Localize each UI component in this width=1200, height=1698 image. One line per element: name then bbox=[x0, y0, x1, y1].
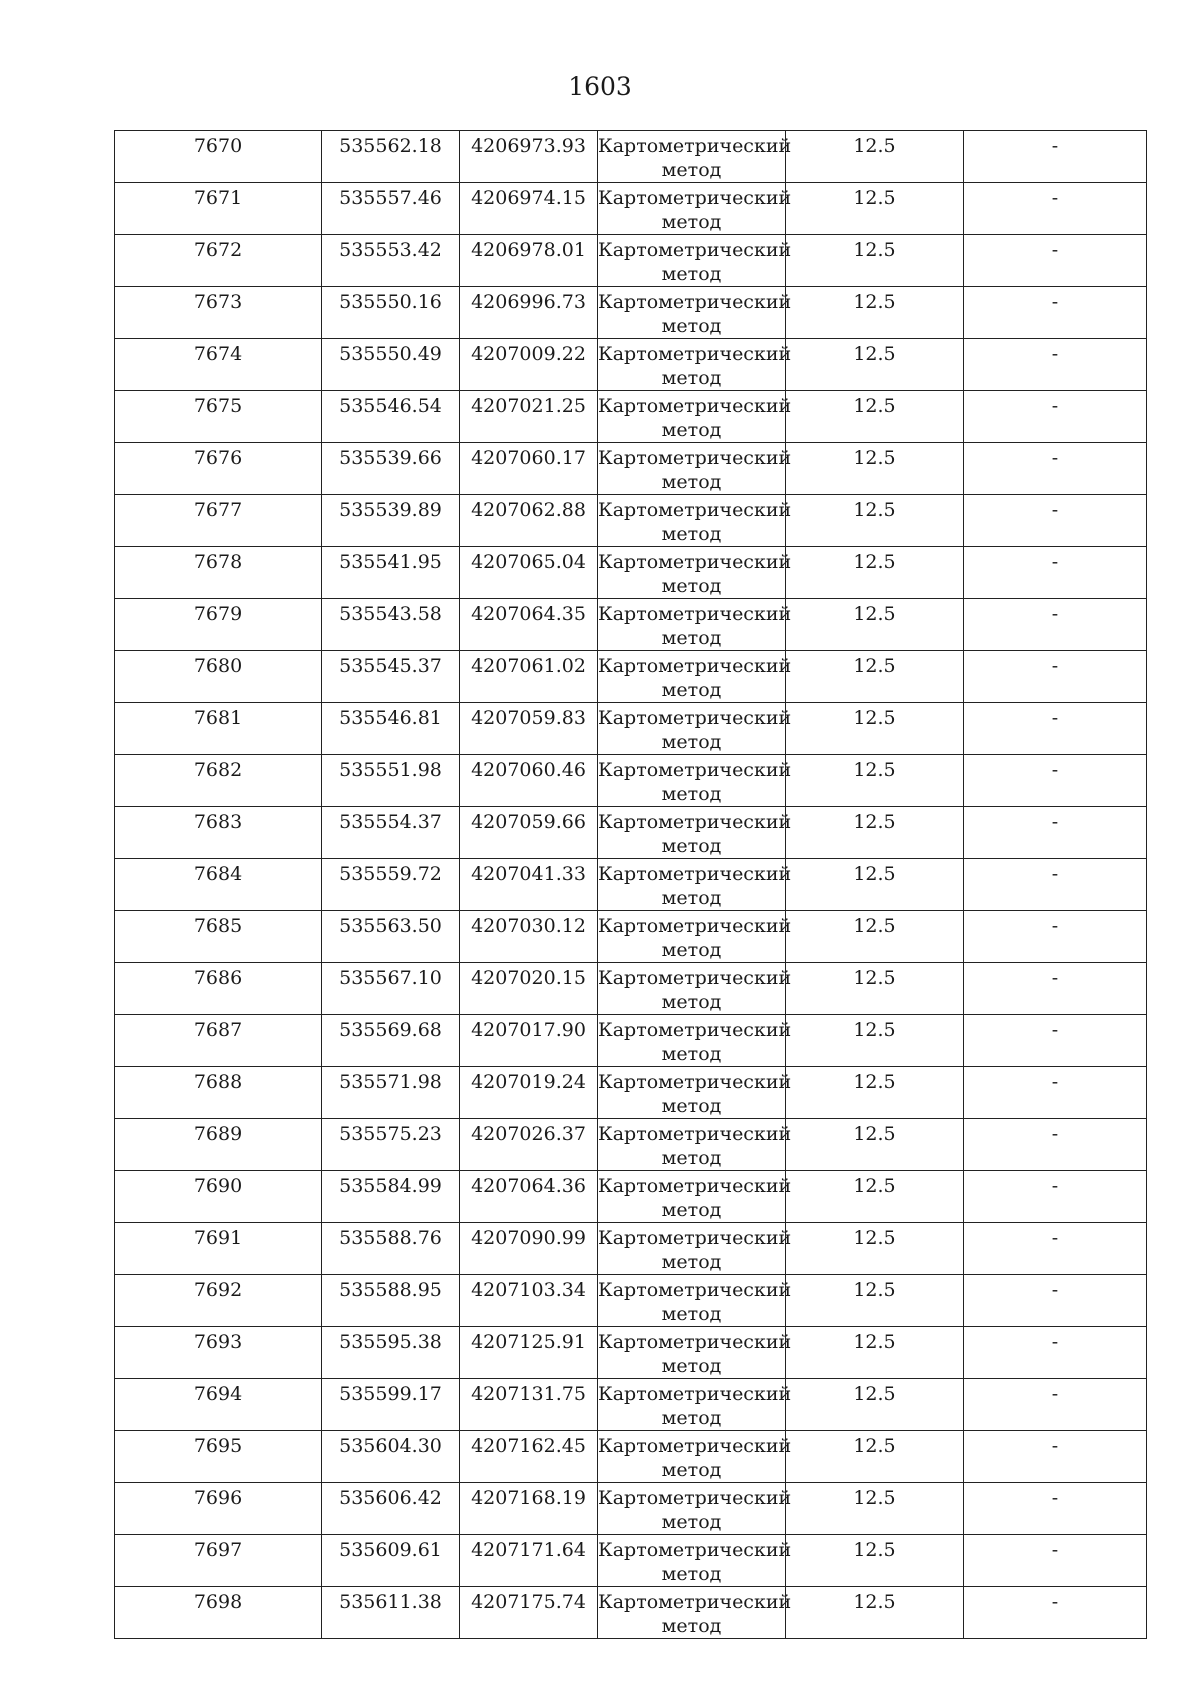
note-cell: - bbox=[964, 1379, 1147, 1431]
accuracy-cell: 12.5 bbox=[786, 1119, 964, 1171]
method-line-2: метод bbox=[661, 731, 722, 753]
y-coordinate-cell: 4207131.75 bbox=[460, 1379, 598, 1431]
y-coordinate-cell: 4207060.46 bbox=[460, 755, 598, 807]
table-row bbox=[115, 807, 1147, 859]
method-line-1: Картометрический bbox=[598, 1279, 792, 1301]
method-cell bbox=[598, 1431, 792, 1483]
accuracy-cell: 12.5 bbox=[786, 235, 964, 287]
note-cell: - bbox=[964, 1067, 1147, 1119]
y-coordinate-cell: 4207062.88 bbox=[460, 495, 598, 547]
method-line-1: Картометрический bbox=[598, 1019, 792, 1041]
method-line-2: метод bbox=[661, 783, 722, 805]
y-coordinate-cell: 4207019.24 bbox=[460, 1067, 598, 1119]
note-cell: - bbox=[964, 547, 1147, 599]
note-cell: - bbox=[964, 1587, 1147, 1639]
method-cell bbox=[598, 495, 792, 547]
x-coordinate-cell: 535604.30 bbox=[322, 1431, 460, 1483]
x-coordinate-cell: 535553.42 bbox=[322, 235, 460, 287]
table-row bbox=[115, 235, 1147, 287]
accuracy-cell: 12.5 bbox=[786, 1327, 964, 1379]
x-coordinate-cell: 535563.50 bbox=[322, 911, 460, 963]
method-line-1: Картометрический bbox=[598, 811, 792, 833]
accuracy-cell: 12.5 bbox=[786, 443, 964, 495]
method-cell bbox=[598, 651, 792, 703]
method-cell bbox=[598, 1171, 792, 1223]
x-coordinate-cell: 535545.37 bbox=[322, 651, 460, 703]
table-row bbox=[115, 599, 1147, 651]
x-coordinate-cell: 535599.17 bbox=[322, 1379, 460, 1431]
point-number-cell: 7683 bbox=[115, 807, 322, 859]
method-line-1: Картометрический bbox=[598, 707, 792, 729]
x-coordinate-cell: 535595.38 bbox=[322, 1327, 460, 1379]
y-coordinate-cell: 4207125.91 bbox=[460, 1327, 598, 1379]
method-line-1: Картометрический bbox=[598, 1331, 792, 1353]
point-number-cell: 7679 bbox=[115, 599, 322, 651]
y-coordinate-cell: 4207017.90 bbox=[460, 1015, 598, 1067]
note-cell: - bbox=[964, 599, 1147, 651]
note-cell: - bbox=[964, 1327, 1147, 1379]
x-coordinate-cell: 535559.72 bbox=[322, 859, 460, 911]
method-line-2: метод bbox=[661, 367, 722, 389]
table-row bbox=[115, 339, 1147, 391]
method-cell bbox=[598, 807, 792, 859]
x-coordinate-cell: 535550.16 bbox=[322, 287, 460, 339]
method-line-2: метод bbox=[661, 627, 722, 649]
x-coordinate-cell: 535569.68 bbox=[322, 1015, 460, 1067]
table-row bbox=[115, 1067, 1147, 1119]
method-line-2: метод bbox=[661, 575, 722, 597]
point-number-cell: 7692 bbox=[115, 1275, 322, 1327]
point-number-cell: 7675 bbox=[115, 391, 322, 443]
point-number-cell: 7696 bbox=[115, 1483, 322, 1535]
method-cell bbox=[598, 443, 792, 495]
y-coordinate-cell: 4207171.64 bbox=[460, 1535, 598, 1587]
method-cell bbox=[598, 599, 792, 651]
method-line-2: метод bbox=[661, 1251, 722, 1273]
point-number-cell: 7680 bbox=[115, 651, 322, 703]
table-row bbox=[115, 131, 1147, 183]
note-cell: - bbox=[964, 1171, 1147, 1223]
note-cell: - bbox=[964, 443, 1147, 495]
point-number-cell: 7672 bbox=[115, 235, 322, 287]
method-line-2: метод bbox=[661, 315, 722, 337]
method-cell bbox=[598, 1275, 792, 1327]
point-number-cell: 7693 bbox=[115, 1327, 322, 1379]
accuracy-cell: 12.5 bbox=[786, 755, 964, 807]
point-number-cell: 7697 bbox=[115, 1535, 322, 1587]
x-coordinate-cell: 535567.10 bbox=[322, 963, 460, 1015]
method-line-1: Картометрический bbox=[598, 863, 792, 885]
accuracy-cell: 12.5 bbox=[786, 911, 964, 963]
method-cell bbox=[598, 1223, 792, 1275]
table-row bbox=[115, 1223, 1147, 1275]
y-coordinate-cell: 4207059.83 bbox=[460, 703, 598, 755]
table-row bbox=[115, 391, 1147, 443]
accuracy-cell: 12.5 bbox=[786, 183, 964, 235]
method-cell bbox=[598, 287, 792, 339]
note-cell: - bbox=[964, 755, 1147, 807]
accuracy-cell: 12.5 bbox=[786, 1535, 964, 1587]
table-row bbox=[115, 911, 1147, 963]
y-coordinate-cell: 4207026.37 bbox=[460, 1119, 598, 1171]
y-coordinate-cell: 4207162.45 bbox=[460, 1431, 598, 1483]
point-number-cell: 7673 bbox=[115, 287, 322, 339]
point-number-cell: 7684 bbox=[115, 859, 322, 911]
x-coordinate-cell: 535571.98 bbox=[322, 1067, 460, 1119]
table-row bbox=[115, 443, 1147, 495]
method-line-1: Картометрический bbox=[598, 759, 792, 781]
x-coordinate-cell: 535562.18 bbox=[322, 131, 460, 183]
x-coordinate-cell: 535539.66 bbox=[322, 443, 460, 495]
accuracy-cell: 12.5 bbox=[786, 1483, 964, 1535]
method-cell bbox=[598, 1587, 792, 1639]
coordinates-table-body bbox=[115, 131, 1147, 1639]
method-line-2: метод bbox=[661, 1615, 722, 1637]
accuracy-cell: 12.5 bbox=[786, 391, 964, 443]
y-coordinate-cell: 4207103.34 bbox=[460, 1275, 598, 1327]
method-cell bbox=[598, 339, 792, 391]
point-number-cell: 7677 bbox=[115, 495, 322, 547]
method-cell bbox=[598, 1379, 792, 1431]
method-line-1: Картометрический bbox=[598, 1591, 792, 1613]
accuracy-cell: 12.5 bbox=[786, 495, 964, 547]
table-row bbox=[115, 1275, 1147, 1327]
point-number-cell: 7676 bbox=[115, 443, 322, 495]
y-coordinate-cell: 4207060.17 bbox=[460, 443, 598, 495]
method-line-1: Картометрический bbox=[598, 551, 792, 573]
method-cell bbox=[598, 1015, 792, 1067]
x-coordinate-cell: 535551.98 bbox=[322, 755, 460, 807]
x-coordinate-cell: 535546.54 bbox=[322, 391, 460, 443]
page-number: 1603 bbox=[568, 72, 632, 101]
note-cell: - bbox=[964, 287, 1147, 339]
method-line-2: метод bbox=[661, 211, 722, 233]
point-number-cell: 7689 bbox=[115, 1119, 322, 1171]
method-cell bbox=[598, 755, 792, 807]
accuracy-cell: 12.5 bbox=[786, 547, 964, 599]
accuracy-cell: 12.5 bbox=[786, 131, 964, 183]
method-line-1: Картометрический bbox=[598, 655, 792, 677]
note-cell: - bbox=[964, 339, 1147, 391]
method-cell bbox=[598, 1535, 792, 1587]
y-coordinate-cell: 4207064.36 bbox=[460, 1171, 598, 1223]
x-coordinate-cell: 535539.89 bbox=[322, 495, 460, 547]
y-coordinate-cell: 4206974.15 bbox=[460, 183, 598, 235]
method-line-1: Картометрический bbox=[598, 1539, 792, 1561]
point-number-cell: 7687 bbox=[115, 1015, 322, 1067]
note-cell: - bbox=[964, 391, 1147, 443]
y-coordinate-cell: 4207041.33 bbox=[460, 859, 598, 911]
note-cell: - bbox=[964, 651, 1147, 703]
table-row bbox=[115, 1119, 1147, 1171]
table-row bbox=[115, 547, 1147, 599]
point-number-cell: 7688 bbox=[115, 1067, 322, 1119]
note-cell: - bbox=[964, 1535, 1147, 1587]
method-cell bbox=[598, 1067, 792, 1119]
x-coordinate-cell: 535557.46 bbox=[322, 183, 460, 235]
x-coordinate-cell: 535541.95 bbox=[322, 547, 460, 599]
method-line-1: Картометрический bbox=[598, 1175, 792, 1197]
method-line-2: метод bbox=[661, 1563, 722, 1585]
method-line-2: метод bbox=[661, 419, 722, 441]
point-number-cell: 7671 bbox=[115, 183, 322, 235]
accuracy-cell: 12.5 bbox=[786, 287, 964, 339]
x-coordinate-cell: 535546.81 bbox=[322, 703, 460, 755]
method-cell bbox=[598, 911, 792, 963]
note-cell: - bbox=[964, 1483, 1147, 1535]
method-cell bbox=[598, 1119, 792, 1171]
x-coordinate-cell: 535611.38 bbox=[322, 1587, 460, 1639]
method-line-1: Картометрический bbox=[598, 1435, 792, 1457]
x-coordinate-cell: 535588.95 bbox=[322, 1275, 460, 1327]
y-coordinate-cell: 4207021.25 bbox=[460, 391, 598, 443]
accuracy-cell: 12.5 bbox=[786, 599, 964, 651]
table-row bbox=[115, 1587, 1147, 1639]
point-number-cell: 7670 bbox=[115, 131, 322, 183]
x-coordinate-cell: 535543.58 bbox=[322, 599, 460, 651]
accuracy-cell: 12.5 bbox=[786, 1431, 964, 1483]
table-row bbox=[115, 1327, 1147, 1379]
method-cell bbox=[598, 391, 792, 443]
method-line-1: Картометрический bbox=[598, 1487, 792, 1509]
y-coordinate-cell: 4207020.15 bbox=[460, 963, 598, 1015]
method-line-2: метод bbox=[661, 523, 722, 545]
table-row bbox=[115, 1379, 1147, 1431]
note-cell: - bbox=[964, 1275, 1147, 1327]
point-number-cell: 7682 bbox=[115, 755, 322, 807]
method-line-2: метод bbox=[661, 991, 722, 1013]
accuracy-cell: 12.5 bbox=[786, 859, 964, 911]
method-cell bbox=[598, 1327, 792, 1379]
table-row bbox=[115, 183, 1147, 235]
x-coordinate-cell: 535584.99 bbox=[322, 1171, 460, 1223]
y-coordinate-cell: 4207061.02 bbox=[460, 651, 598, 703]
method-line-1: Картометрический bbox=[598, 291, 792, 313]
note-cell: - bbox=[964, 1431, 1147, 1483]
point-number-cell: 7695 bbox=[115, 1431, 322, 1483]
point-number-cell: 7681 bbox=[115, 703, 322, 755]
point-number-cell: 7686 bbox=[115, 963, 322, 1015]
method-line-2: метод bbox=[661, 939, 722, 961]
y-coordinate-cell: 4206996.73 bbox=[460, 287, 598, 339]
accuracy-cell: 12.5 bbox=[786, 963, 964, 1015]
method-line-1: Картометрический bbox=[598, 499, 792, 521]
method-line-1: Картометрический bbox=[598, 239, 792, 261]
note-cell: - bbox=[964, 859, 1147, 911]
accuracy-cell: 12.5 bbox=[786, 1379, 964, 1431]
method-cell bbox=[598, 131, 792, 183]
note-cell: - bbox=[964, 1015, 1147, 1067]
y-coordinate-cell: 4207009.22 bbox=[460, 339, 598, 391]
point-number-cell: 7691 bbox=[115, 1223, 322, 1275]
table-row bbox=[115, 1015, 1147, 1067]
coordinates-table bbox=[114, 130, 1147, 1639]
method-line-2: метод bbox=[661, 1355, 722, 1377]
method-line-2: метод bbox=[661, 1303, 722, 1325]
x-coordinate-cell: 535554.37 bbox=[322, 807, 460, 859]
method-cell bbox=[598, 703, 792, 755]
point-number-cell: 7698 bbox=[115, 1587, 322, 1639]
accuracy-cell: 12.5 bbox=[786, 339, 964, 391]
method-line-2: метод bbox=[661, 471, 722, 493]
point-number-cell: 7678 bbox=[115, 547, 322, 599]
method-line-2: метод bbox=[661, 887, 722, 909]
y-coordinate-cell: 4207064.35 bbox=[460, 599, 598, 651]
method-line-1: Картометрический bbox=[598, 915, 792, 937]
note-cell: - bbox=[964, 131, 1147, 183]
x-coordinate-cell: 535588.76 bbox=[322, 1223, 460, 1275]
point-number-cell: 7694 bbox=[115, 1379, 322, 1431]
method-line-2: метод bbox=[661, 263, 722, 285]
accuracy-cell: 12.5 bbox=[786, 651, 964, 703]
table-row bbox=[115, 1171, 1147, 1223]
note-cell: - bbox=[964, 703, 1147, 755]
note-cell: - bbox=[964, 807, 1147, 859]
y-coordinate-cell: 4206978.01 bbox=[460, 235, 598, 287]
note-cell: - bbox=[964, 235, 1147, 287]
y-coordinate-cell: 4207090.99 bbox=[460, 1223, 598, 1275]
accuracy-cell: 12.5 bbox=[786, 1587, 964, 1639]
method-cell bbox=[598, 183, 792, 235]
method-line-1: Картометрический bbox=[598, 187, 792, 209]
method-line-2: метод bbox=[661, 159, 722, 181]
method-line-1: Картометрический bbox=[598, 447, 792, 469]
table-row bbox=[115, 1431, 1147, 1483]
accuracy-cell: 12.5 bbox=[786, 1171, 964, 1223]
method-line-2: метод bbox=[661, 1459, 722, 1481]
accuracy-cell: 12.5 bbox=[786, 1015, 964, 1067]
table-row bbox=[115, 703, 1147, 755]
x-coordinate-cell: 535609.61 bbox=[322, 1535, 460, 1587]
method-line-2: метод bbox=[661, 1095, 722, 1117]
method-line-1: Картометрический bbox=[598, 343, 792, 365]
table-row bbox=[115, 651, 1147, 703]
method-cell bbox=[598, 963, 792, 1015]
accuracy-cell: 12.5 bbox=[786, 807, 964, 859]
method-line-2: метод bbox=[661, 679, 722, 701]
accuracy-cell: 12.5 bbox=[786, 1223, 964, 1275]
method-line-1: Картометрический bbox=[598, 1123, 792, 1145]
table-row bbox=[115, 755, 1147, 807]
method-line-2: метод bbox=[661, 1043, 722, 1065]
x-coordinate-cell: 535575.23 bbox=[322, 1119, 460, 1171]
method-line-2: метод bbox=[661, 1199, 722, 1221]
note-cell: - bbox=[964, 963, 1147, 1015]
table-row bbox=[115, 495, 1147, 547]
method-line-1: Картометрический bbox=[598, 1227, 792, 1249]
note-cell: - bbox=[964, 1119, 1147, 1171]
method-line-2: метод bbox=[661, 1511, 722, 1533]
method-line-1: Картометрический bbox=[598, 1071, 792, 1093]
y-coordinate-cell: 4207175.74 bbox=[460, 1587, 598, 1639]
method-line-1: Картометрический bbox=[598, 603, 792, 625]
accuracy-cell: 12.5 bbox=[786, 703, 964, 755]
table-row bbox=[115, 1535, 1147, 1587]
method-cell bbox=[598, 235, 792, 287]
table-row bbox=[115, 859, 1147, 911]
x-coordinate-cell: 535606.42 bbox=[322, 1483, 460, 1535]
table-row bbox=[115, 287, 1147, 339]
y-coordinate-cell: 4207030.12 bbox=[460, 911, 598, 963]
y-coordinate-cell: 4207168.19 bbox=[460, 1483, 598, 1535]
method-line-1: Картометрический bbox=[598, 135, 792, 157]
method-line-2: метод bbox=[661, 1147, 722, 1169]
note-cell: - bbox=[964, 1223, 1147, 1275]
table-row bbox=[115, 963, 1147, 1015]
method-line-2: метод bbox=[661, 1407, 722, 1429]
y-coordinate-cell: 4206973.93 bbox=[460, 131, 598, 183]
point-number-cell: 7674 bbox=[115, 339, 322, 391]
note-cell: - bbox=[964, 183, 1147, 235]
accuracy-cell: 12.5 bbox=[786, 1067, 964, 1119]
point-number-cell: 7690 bbox=[115, 1171, 322, 1223]
method-cell bbox=[598, 859, 792, 911]
y-coordinate-cell: 4207065.04 bbox=[460, 547, 598, 599]
table-row bbox=[115, 1483, 1147, 1535]
note-cell: - bbox=[964, 911, 1147, 963]
method-line-1: Картометрический bbox=[598, 395, 792, 417]
y-coordinate-cell: 4207059.66 bbox=[460, 807, 598, 859]
x-coordinate-cell: 535550.49 bbox=[322, 339, 460, 391]
note-cell: - bbox=[964, 495, 1147, 547]
method-line-2: метод bbox=[661, 835, 722, 857]
method-cell bbox=[598, 1483, 792, 1535]
method-line-1: Картометрический bbox=[598, 1383, 792, 1405]
method-line-1: Картометрический bbox=[598, 967, 792, 989]
point-number-cell: 7685 bbox=[115, 911, 322, 963]
accuracy-cell: 12.5 bbox=[786, 1275, 964, 1327]
method-cell bbox=[598, 547, 792, 599]
